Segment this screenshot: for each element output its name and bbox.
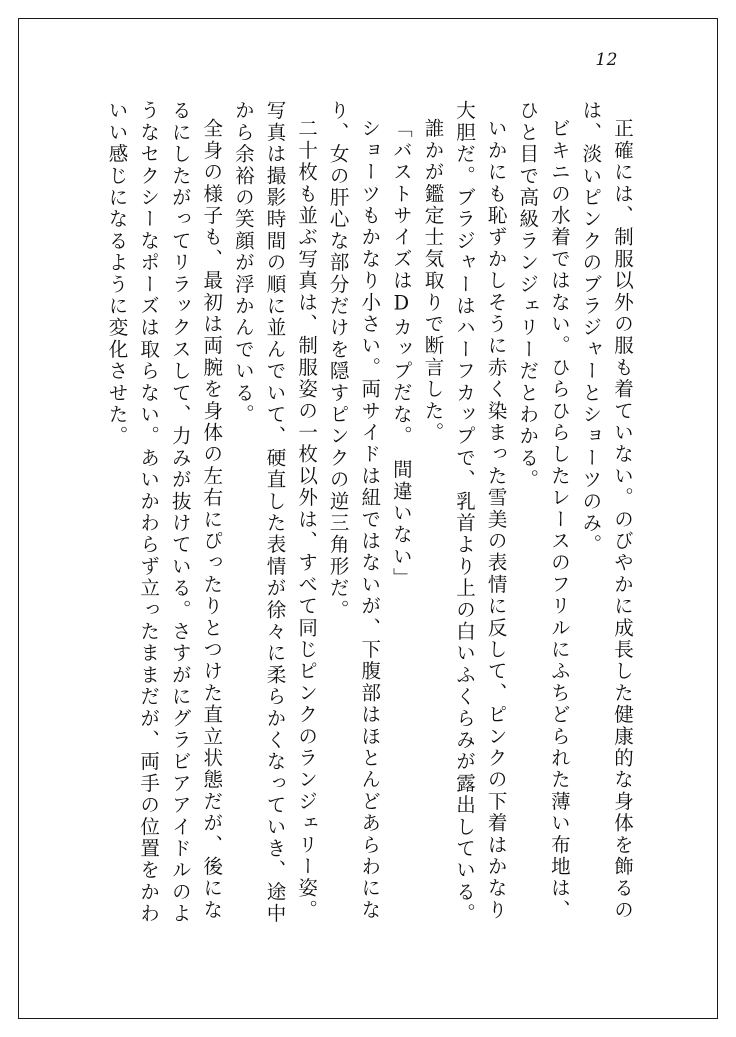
text-column: は、淡いピンクのブラジャーとショーツのみ。 [579, 100, 603, 556]
text-column: いかにも恥ずかしそうに赤く染まった雪美の表情に反して、ピンクの下着はかなり [484, 118, 508, 921]
text-column: 全身の様子も、最初は両腕を身体の左右にぴったりとつけた直立状態だが、後にな [200, 118, 224, 921]
text-column: 写真は撮影時間の順に並んでいて、硬直した表情が徐々に柔らかくなっていき、途中 [263, 100, 287, 925]
text-column: 誰かが鑑定士気取りで断言した。 [421, 118, 445, 444]
text-column: るにしたがってリラックスして、力みが抜けている。さすがにグラビアアイドルのよ [168, 100, 192, 925]
text-column: り、女の肝心な部分だけを隠すピンクの逆三角形だ。 [326, 100, 350, 621]
text-column: ひと目で高級ランジェリーだとわかる。 [516, 100, 540, 491]
text-column: から余裕の笑顔が浮かんでいる。 [231, 100, 255, 426]
text-column: うなセクシーなポーズは取らない。あいかわらず立ったままだが、両手の位置をかわ [137, 100, 161, 925]
text-column: 正確には、制服以外の服も着ていない。のびやかに成長した健康的な身体を飾るの [611, 118, 634, 921]
text-column: 「バストサイズはDカップだな。 間違いない」 [389, 118, 413, 590]
text-column: 二十枚も並ぶ写真は、制服姿の一枚以外は、すべて同じピンクのランジェリー姿。 [295, 118, 319, 921]
text-column: ビキニの水着ではない。ひらひらしたレースのフリルにふちどられた薄い布地は、 [547, 118, 571, 921]
text-column: いい感じになるように変化させた。 [105, 100, 129, 448]
page-number: 12 [595, 50, 618, 70]
text-column: 大胆だ。ブラジャーはハーフカップで、乳首より上の白いふくらみが露出している。 [453, 100, 477, 925]
text-column: ショーツもかなり小さい。両サイドは紐ではないが、下腹部はほとんどあらわにな [358, 118, 382, 921]
vertical-text-block [86, 100, 632, 960]
